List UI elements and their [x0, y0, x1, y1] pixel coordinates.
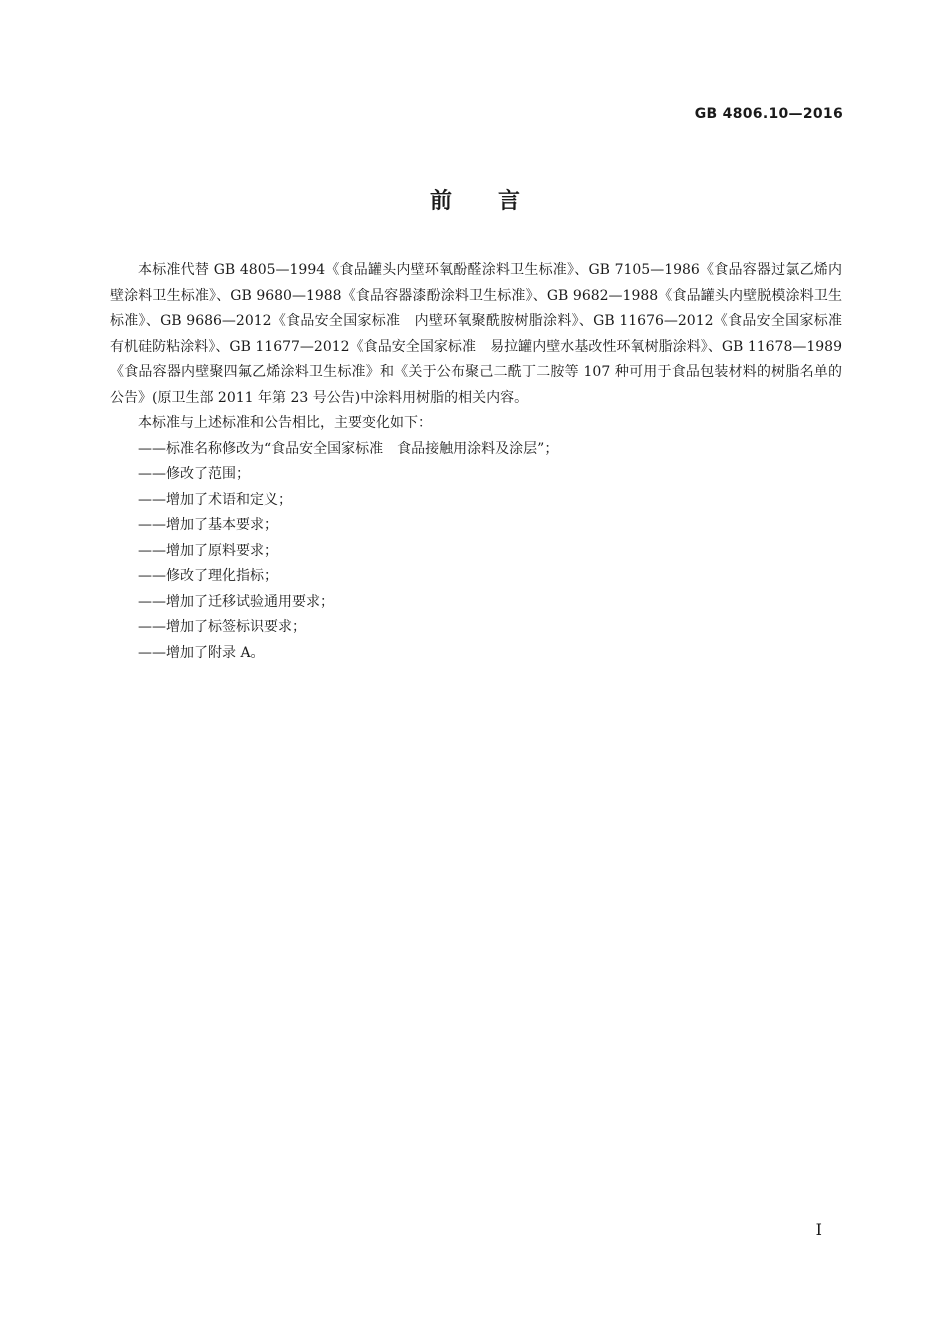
list-item: ——增加了附录 A。	[138, 644, 265, 661]
changes-list	[110, 437, 842, 667]
list-item: ——增加了标签标识要求；	[138, 619, 306, 635]
list-item: ——修改了理化指标；	[138, 568, 278, 584]
list-item: ——增加了基本要求；	[138, 517, 278, 533]
standard-number: GB 4806.10—2016	[694, 106, 843, 122]
preface-paragraph-replaced-standards: 本标准代替 GB 4805—1994《食品罐头内壁环氧酚醛涂料卫生标准》、GB 7105—1986《食品容器过氯乙烯内壁涂料卫生标准》、GB 9680—1988《食品容器漆酚涂料卫生标准》、GB 9682—1988《食品罐头内壁脱模涂料卫生标准》、GB 9686—2012《食品安全国家标准 内壁环氧聚酰胺树脂涂料》、GB 11676—2012《食品安全国家标准 有机硅防粘涂料》、GB 11677—2012《食品安全国家标准 易拉罐内壁水基改性环氧树脂涂料》、GB 11678—1989《食品容器内壁聚四氟乙烯涂料卫生标准》和《关于公布聚己二酰丁二胺等 107 种可用于食品包装材料的树脂名单的公告》(原卫生部 2011 年第 23 号公告)中涂料用树脂的相关内容。	[110, 262, 856, 406]
preface-body	[110, 258, 856, 666]
list-item: ——修改了范围；	[138, 466, 250, 482]
list-item: ——增加了原料要求；	[138, 542, 278, 559]
page-number: I	[815, 1220, 822, 1239]
list-item: ——增加了迁移试验通用要求；	[138, 593, 334, 610]
preface-paragraph-changes-intro: 本标准与上述标准和公告相比，主要变化如下：	[138, 415, 432, 431]
page-title: 前言	[429, 189, 566, 214]
list-item: ——增加了术语和定义；	[138, 491, 292, 508]
list-item: ——标准名称修改为“食品安全国家标准 食品接触用涂料及涂层”；	[138, 440, 559, 457]
